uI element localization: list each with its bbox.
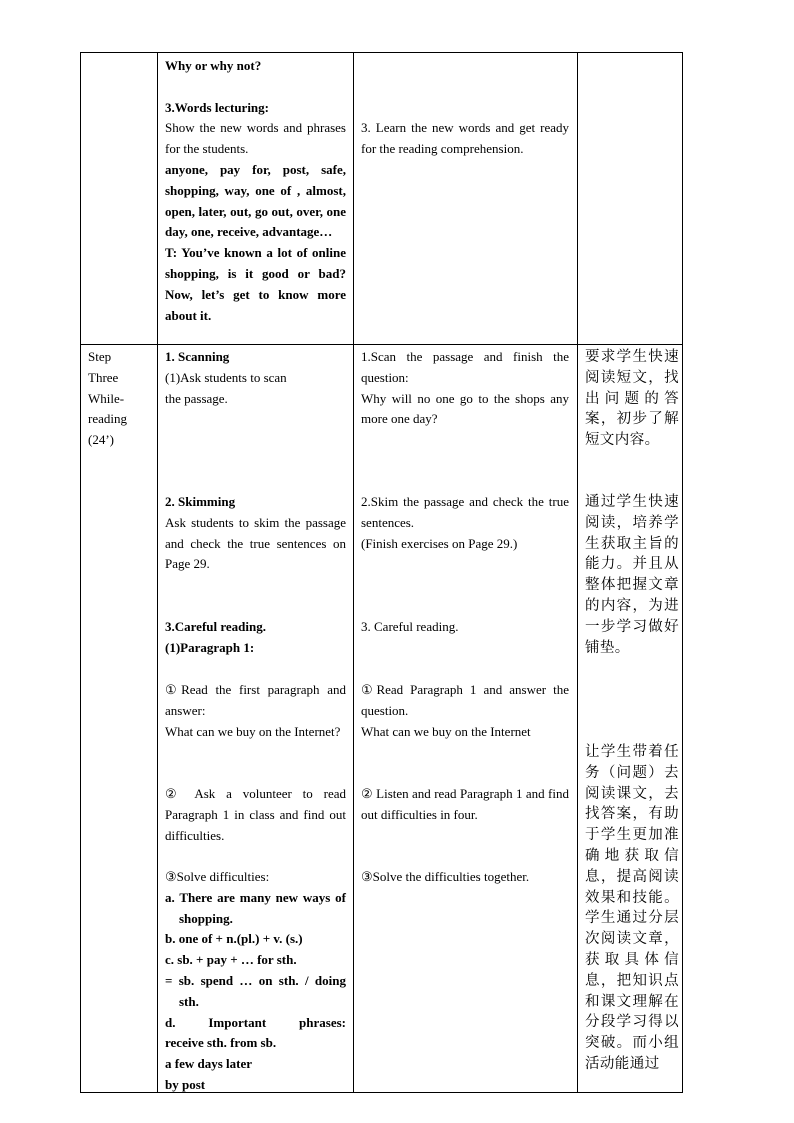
design-note-skimming: 通过学生快速阅读，培养学生获取主旨的能力。并且从整体把握文章的内容，为进一步学习做好铺垫。 [585,494,679,656]
row1-student-cell [361,118,569,160]
language-point: receive sth. from sb. [165,1035,277,1051]
careful-teacher-2 [165,784,346,846]
design-note-careful: 让学生带着任务（问题）去阅读课文，去找答案，有助于学生更加准确地获取信息，提高阅读效果和技能。学生通过分层次阅读文章，获取具体信息，把知识点和课文理解在分段学习得以突破。而小组活动能通过 [585,744,679,1072]
teacher-step-1: ①Read the first paragraph and answer: [165,682,346,718]
row1-teacher-cell [165,56,346,326]
scanning-question: Why will no one go to the shops any more one day? [361,390,569,427]
scanning-student [361,347,569,430]
skimming-task: 2.Skim the passage and check the true sentences. [361,494,569,530]
scanning-instruction: (1)Ask students to scan [165,369,287,385]
language-point: c. sb. + pay + … for sth. [165,952,297,968]
skimming-note: (Finish exercises on Page 29.) [361,535,518,551]
careful-student-2 [361,784,569,826]
scanning-instruction: the passage. [165,390,228,406]
language-point: b. one of + n.(pl.) + v. (s.) [165,931,303,947]
student-activity: 3. Learn the new words and get ready for the reading comprehension. [361,120,569,156]
student-step-3: ③Solve the difficulties together. [361,869,530,884]
step-line: While- [88,390,125,406]
student-step-2: ② Listen and read Paragraph 1 and find out difficulties in four. [361,786,569,822]
skimming-instruction: Ask students to skim the passage and check the true sentences on Page 29. [165,514,346,572]
teacher-speech: T: You’ve known a lot of online shopping, is it good or bad? Now, let’s get to know more about it. [165,245,346,323]
language-point: = sb. spend … on sth. / doing sth. [165,972,346,1009]
row-divider [81,344,682,345]
teacher-step-2: ② Ask a volunteer to read Paragraph 1 in class and find out difficulties. [165,786,346,843]
teacher-step-3: ③Solve difficulties: [165,869,270,884]
careful-teacher-1 [165,680,346,742]
scanning-title: 1. Scanning [165,349,230,364]
scanning-task: 1.Scan the passage and finish the question: [361,349,569,385]
language-point: a. There are many new ways of shopping. [165,889,346,926]
careful-teacher-head [165,617,346,659]
language-point: d. Important phrases: [165,1014,346,1030]
skimming-student [361,492,569,554]
step-line: (24’) [88,432,114,448]
step-line: Three [88,369,119,385]
step-cell [88,347,152,451]
step-line: reading [88,411,127,427]
column-divider [353,53,354,1092]
step-line: Step [88,349,112,364]
careful-student-title: 3. Careful reading. [361,619,459,634]
careful-title: 3.Careful reading. [165,619,266,634]
skimming-title: 2. Skimming [165,494,236,509]
paragraph-heading: (1)Paragraph 1: [165,639,255,655]
teacher-instruction: Show the new words and phrases for the students. [165,120,346,157]
skimming-teacher [165,492,346,575]
column-divider [157,53,158,1092]
language-point: by post [165,1076,206,1092]
careful-teacher-3 [165,867,346,1096]
blank-line [165,77,346,98]
teacher-question-1: What can we buy on the Internet? [165,723,341,739]
section-heading-words: 3.Words lecturing: [165,99,269,115]
lesson-plan-table [80,52,683,1093]
careful-student-3 [361,867,569,888]
vocabulary-list: anyone, pay for, post, safe, shopping, way, one of , almost, open, later, out, go out, over, one day, one, receive, advantage… [165,161,346,240]
student-step-1: ①Read Paragraph 1 and answer the question. [361,682,569,718]
language-point: a few days later [165,1056,253,1072]
student-question-1: What can we buy on the Internet [361,723,531,739]
design-note-scanning: 要求学生快速阅读短文，找出问题的答案，初步了解短文内容。 [585,349,679,449]
column-divider [577,53,578,1092]
careful-student-1 [361,680,569,742]
scanning-teacher [165,347,346,409]
careful-student-head [361,617,569,638]
teacher-line: Why or why not? [165,58,262,73]
